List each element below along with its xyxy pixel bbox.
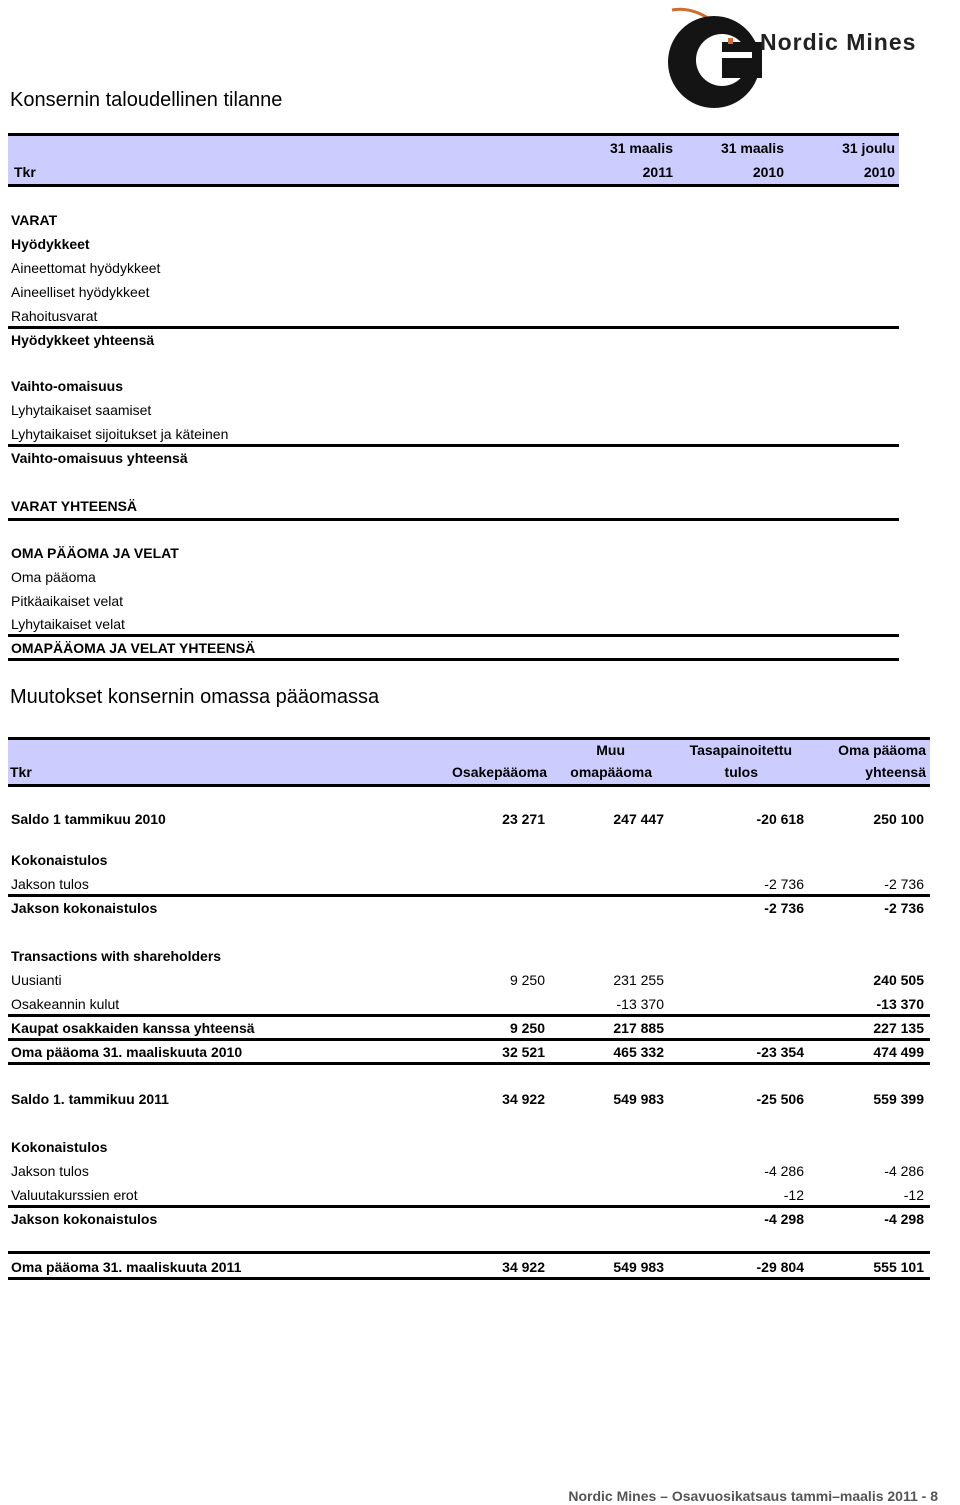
row-value: 474 499: [873, 1044, 924, 1060]
row-value: -20 618: [756, 811, 804, 827]
row-label: Vaihto-omaisuus: [11, 378, 124, 394]
brand-name: Nordic Mines: [760, 29, 917, 55]
header-unit: Tkr: [10, 764, 32, 780]
row-value: -4 298: [884, 1211, 924, 1227]
row-label: OMA PÄÄOMA JA VELAT: [11, 545, 179, 561]
row-label: Aineettomat hyödykkeet: [11, 260, 161, 276]
row-value: 549 983: [613, 1091, 664, 1107]
row-value: -2 736: [764, 876, 804, 892]
row-value: 34 922: [502, 1091, 545, 1107]
header-col1-line2: Osakepääoma: [452, 764, 547, 780]
row-value: 9 250: [509, 972, 545, 988]
row-divider: [8, 1062, 930, 1065]
row-value: -13 370: [876, 996, 924, 1012]
row-value: 23 271: [502, 811, 545, 827]
header-col2-line2: 2010: [752, 164, 784, 180]
row-label: Oma pääoma 31. maaliskuuta 2010: [11, 1044, 243, 1060]
row-label: Saldo 1. tammikuu 2011: [11, 1091, 169, 1107]
row-label: Jakson kokonaistulos: [11, 1211, 158, 1227]
row-label: Osakeannin kulut: [11, 996, 120, 1012]
row-value: 559 399: [873, 1091, 924, 1107]
row-value: -12: [783, 1187, 804, 1203]
page-title: Konsernin taloudellinen tilanne: [10, 89, 283, 111]
table-row: [0, 1183, 960, 1207]
table-row: [0, 807, 960, 831]
row-value: 465 332: [613, 1044, 664, 1060]
row-value: 231 255: [613, 972, 664, 988]
row-value: -29 804: [756, 1259, 804, 1275]
row-value: 227 135: [873, 1020, 924, 1036]
row-divider: [8, 1251, 930, 1254]
section-title: Muutokset konsernin omassa pääomassa: [10, 686, 380, 708]
header-col3-line2: 2010: [863, 164, 895, 180]
row-label: VARAT YHTEENSÄ: [11, 498, 138, 514]
row-label: Pitkäaikaiset velat: [11, 593, 124, 609]
row-value: 555 101: [873, 1259, 924, 1275]
row-value: 9 250: [509, 1020, 545, 1036]
header-col1-line1: 31 maalis: [609, 140, 673, 156]
row-value: -12: [903, 1187, 924, 1203]
row-label: Lyhytaikaiset sijoitukset ja käteinen: [11, 426, 229, 442]
table-row: [0, 1255, 960, 1279]
header-col2-line1: 31 maalis: [720, 140, 784, 156]
table-row: [0, 1207, 960, 1231]
row-label: Hyödykkeet yhteensä: [11, 332, 155, 348]
header-col3-line1: Tasapainoitettu: [689, 742, 792, 758]
row-label: Transactions with shareholders: [11, 948, 222, 964]
row-value: -2 736: [764, 900, 804, 916]
row-value: -4 298: [764, 1211, 804, 1227]
table-row: [0, 992, 960, 1016]
row-label: Oma pääoma: [11, 569, 96, 585]
row-value: -23 354: [756, 1044, 804, 1060]
equity-table-header: [8, 737, 930, 787]
row-label: Lyhytaikaiset saamiset: [11, 402, 152, 418]
header-col2-line1: Muu: [596, 742, 625, 758]
balance-table-header: [8, 133, 899, 187]
table-row: [0, 1040, 960, 1064]
row-label: Vaihto-omaisuus yhteensä: [11, 450, 188, 466]
header-col4-line1: Oma pääoma: [838, 742, 926, 758]
row-label: Rahoitusvarat: [11, 308, 98, 324]
table-row: [0, 1135, 960, 1159]
row-label: Saldo 1 tammikuu 2010: [11, 811, 166, 827]
header-col1-line2: 2011: [642, 164, 673, 180]
row-value: 217 885: [613, 1020, 664, 1036]
table-row: [0, 1159, 960, 1183]
row-label: Valuutakurssien erot: [11, 1187, 138, 1203]
page-footer: Nordic Mines – Osavuosikatsaus tammi–maalis 2011 - 8: [568, 1488, 938, 1504]
row-value: -4 286: [884, 1163, 924, 1179]
row-value: 247 447: [613, 811, 664, 827]
table-row: [0, 848, 960, 872]
row-value: 250 100: [873, 811, 924, 827]
header-col4-line2: yhteensä: [865, 764, 926, 780]
table-row: [0, 968, 960, 992]
table-row: [0, 872, 960, 896]
header-col2-line2: omapääoma: [570, 764, 652, 780]
row-label: Jakson kokonaistulos: [11, 900, 158, 916]
row-value: -25 506: [756, 1091, 804, 1107]
row-label: Kokonaistulos: [11, 852, 108, 868]
row-label: Lyhytaikaiset velat: [11, 616, 125, 632]
row-value: -2 736: [884, 900, 924, 916]
row-value: -13 370: [616, 996, 664, 1012]
row-label: Hyödykkeet: [11, 236, 90, 252]
row-label: Uusianti: [11, 972, 62, 988]
nordic-mines-logo-icon: [662, 4, 952, 110]
row-value: 34 922: [502, 1259, 545, 1275]
table-row: [0, 944, 960, 968]
table-row: [0, 896, 960, 920]
row-label: Aineelliset hyödykkeet: [11, 284, 150, 300]
row-value: 32 521: [502, 1044, 545, 1060]
row-divider: [8, 518, 899, 521]
row-value: -4 286: [764, 1163, 804, 1179]
row-label: Kokonaistulos: [11, 1139, 108, 1155]
row-label: Kaupat osakkaiden kanssa yhteensä: [11, 1020, 255, 1036]
row-label: VARAT: [11, 212, 58, 228]
row-label: OMAPÄÄOMA JA VELAT YHTEENSÄ: [11, 640, 256, 656]
table-row: [0, 1016, 960, 1040]
row-value: -2 736: [884, 876, 924, 892]
header-col3-line2: tulos: [724, 764, 758, 780]
row-divider: [8, 1277, 930, 1280]
header-unit: Tkr: [14, 164, 36, 180]
row-divider: [8, 658, 899, 661]
row-label: Jakson tulos: [11, 876, 89, 892]
row-label: Jakson tulos: [11, 1163, 89, 1179]
row-label: Oma pääoma 31. maaliskuuta 2011: [11, 1259, 242, 1275]
table-row: [0, 1087, 960, 1111]
header-col3-line1: 31 joulu: [842, 140, 895, 156]
row-value: 240 505: [873, 972, 924, 988]
row-value: 549 983: [613, 1259, 664, 1275]
